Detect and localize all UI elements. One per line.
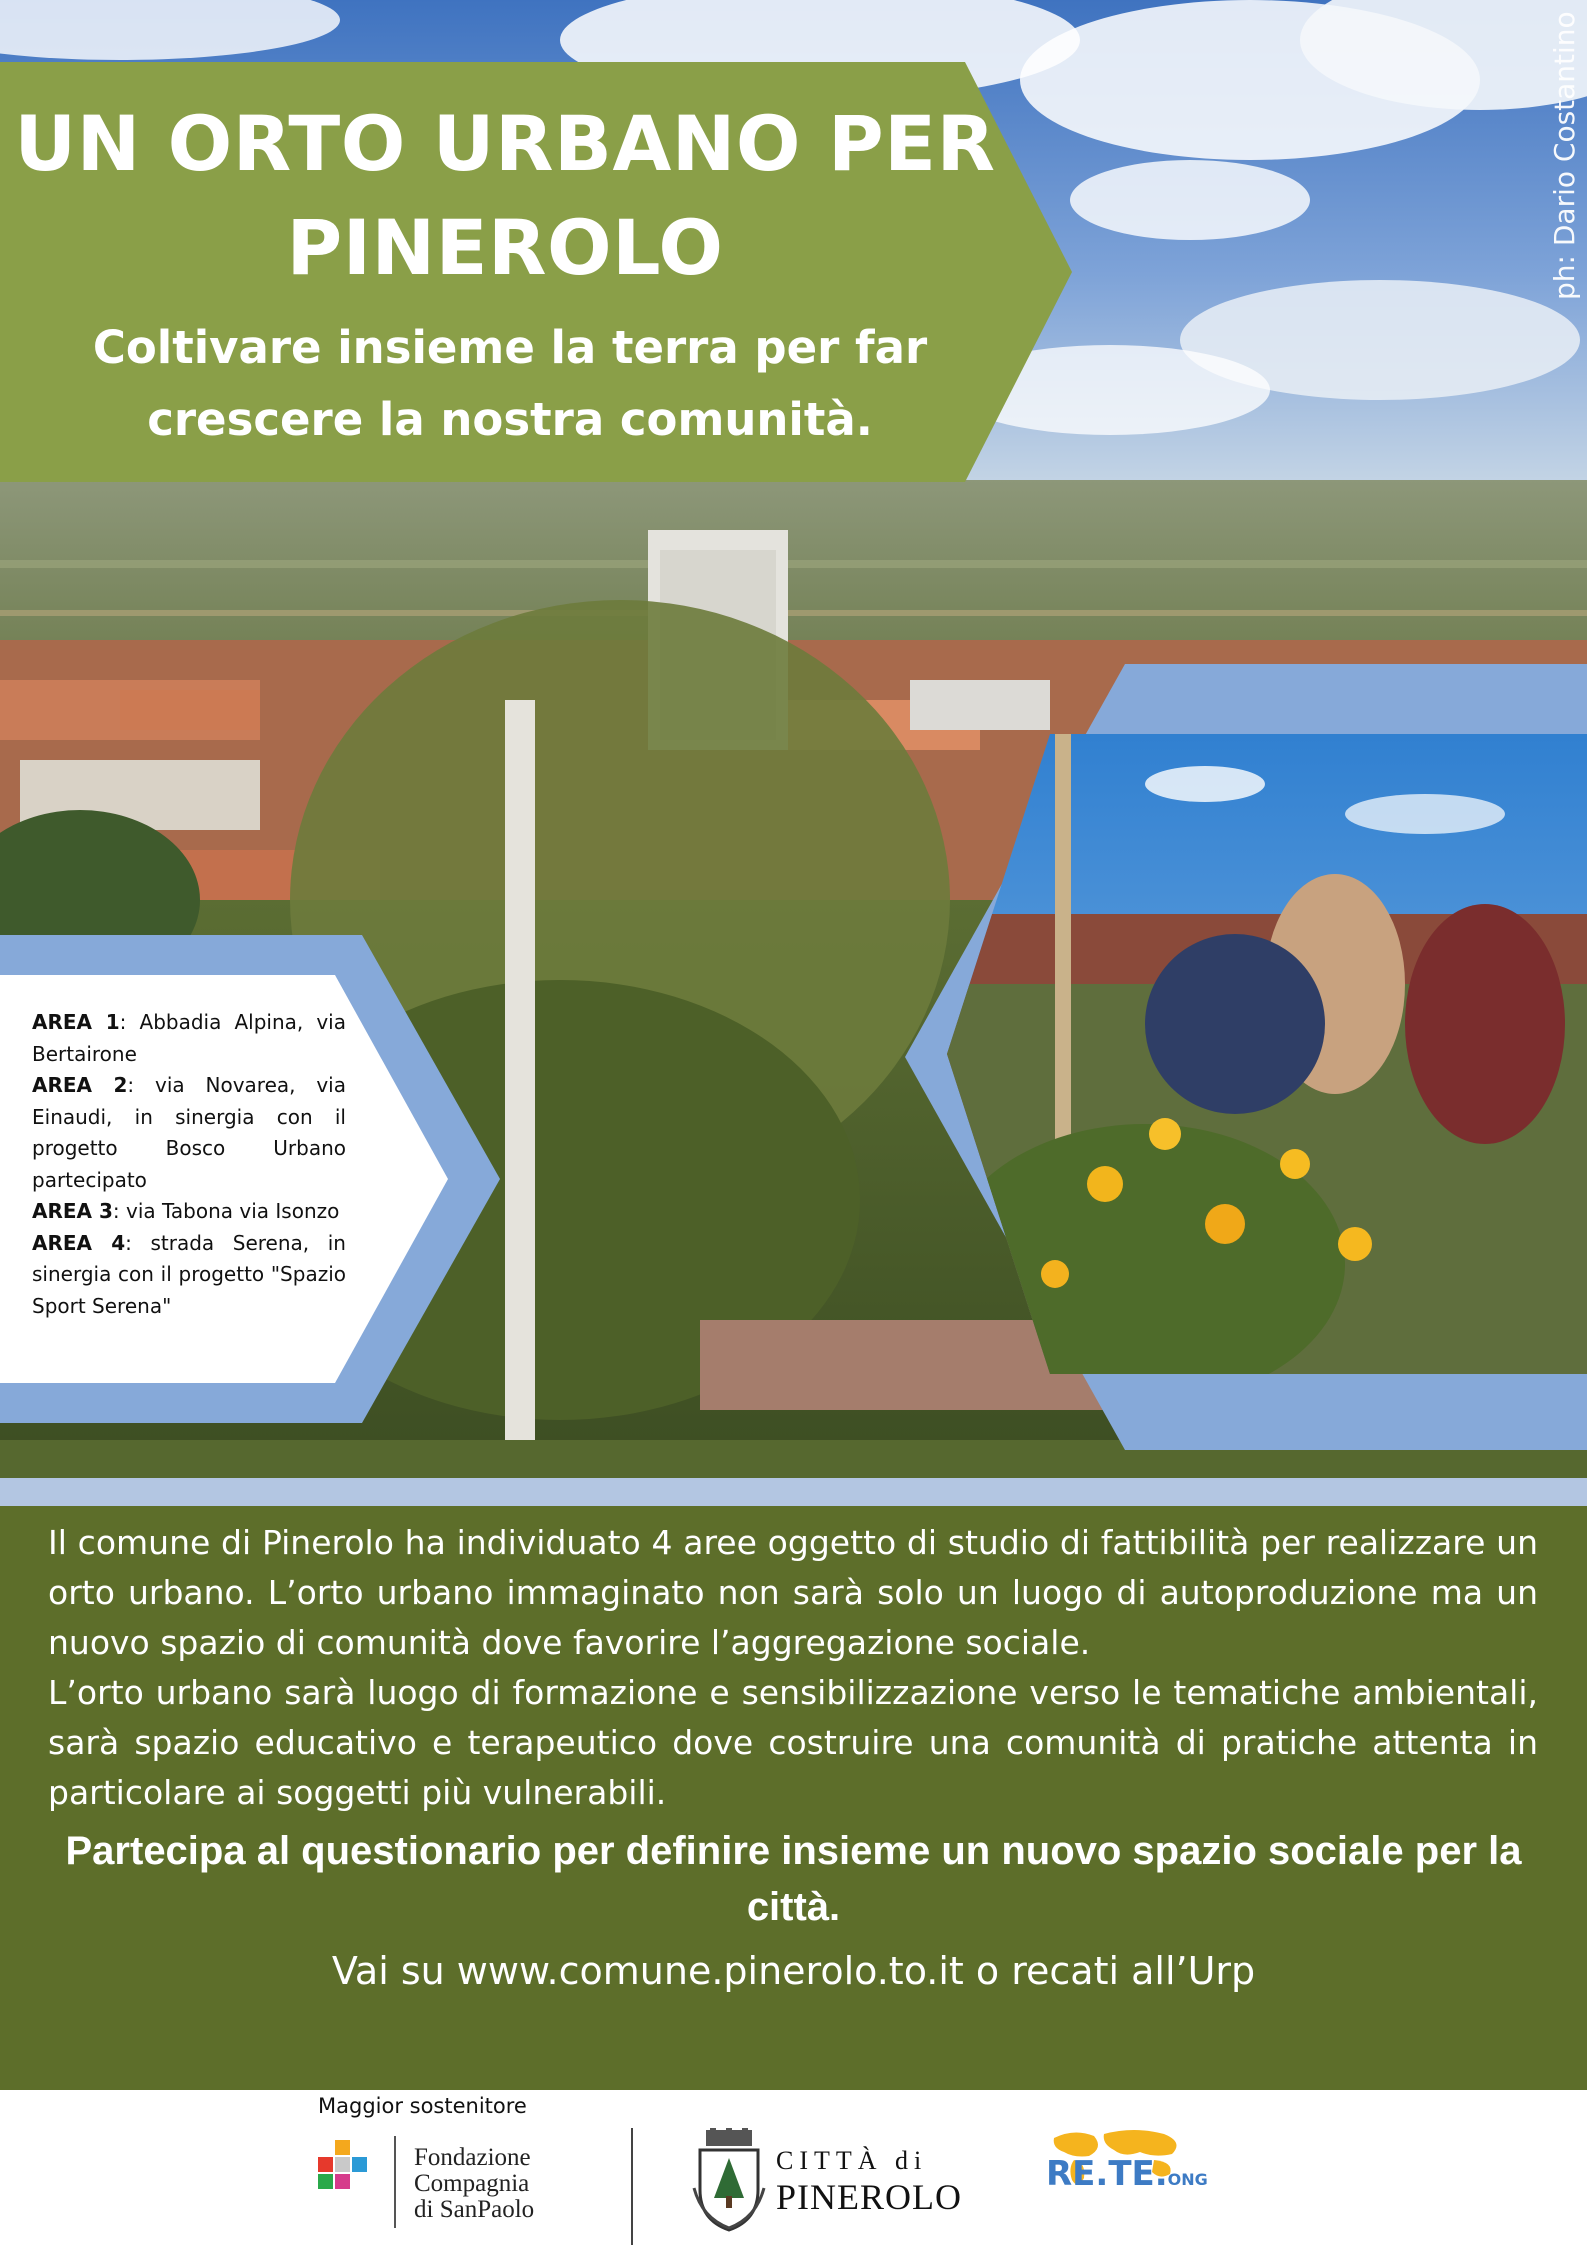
area-label: AREA 3 [32,1199,113,1223]
area-description: : Abbadia Alpina, via Bertairone [32,1010,346,1066]
supporter-label: Maggior sostenitore [318,2094,527,2118]
sponsor-logo-icon [318,2140,368,2190]
city-label: CITTÀ di [776,2146,928,2175]
page-subtitle: Coltivare insieme la terra per far crescere la nostra comunità. [92,321,928,446]
garden-photo-panel [905,664,1587,1450]
area-item [32,1007,346,1070]
garden-photo [905,724,1587,1404]
photo-credit: ph: Dario Costantino [1548,11,1581,300]
partner-suffix: ONG [1167,2170,1208,2189]
area-label: AREA 2 [32,1073,128,1097]
partner-name-text: RE.TE. [1046,2154,1168,2194]
area-label: AREA 4 [32,1230,126,1255]
visit-instructions: Vai su www.comune.pinerolo.to.it o recati all’Urp [331,1949,1256,1993]
partner-name [1046,2154,1208,2194]
divider-strip [0,1478,1587,1506]
area-item [32,1070,346,1196]
area-description: : via Tabona via Isonzo [112,1199,340,1223]
call-to-action: Partecipa al questionario per definire insieme un nuovo spazio sociale per la città. [65,1829,1522,1929]
area-label: AREA 1 [32,1010,120,1034]
sponsor-name-line: Compagnia [414,2170,530,2197]
info-paragraph: L’orto urbano sarà luogo di formazione e sensibilizzazione verso le tematiche ambientali, sarà spazio educativo e terapeutico dove costruire una comunità di pratiche attenta in particolare ai soggetti più vulnerabili. [48,1673,1538,1812]
sponsor-divider [394,2136,396,2228]
city-crest-icon [692,2128,766,2232]
sponsor-name [414,2145,534,2223]
sponsor-name-line: di SanPaolo [414,2196,535,2223]
sponsor-name-line: Fondazione [414,2144,531,2171]
page-title: UN ORTO URBANO PER PINEROLO [14,99,996,292]
areas-list [32,1007,346,1322]
info-paragraph: Il comune di Pinerolo ha individuato 4 aree oggetto di studio di fattibilità per realizzare un orto urbano. L’orto urbano immaginato non sarà solo un luogo di autoproduzione ma un nuovo spazio di comunità dove favorire l’aggregazione sociale. [48,1523,1538,1662]
info-text [48,1518,1538,1818]
city-name: PINEROLO [776,2177,962,2217]
area-description: : via Novarea, via Einaudi, in sinergia con il progetto Bosco Urbano partecipato [32,1073,346,1192]
area-item [32,1196,346,1228]
footer-divider [631,2128,633,2245]
area-description: : strada Serena, in sinergia con il progetto "Spazio Sport Serena" [32,1230,346,1318]
area-item [32,1228,346,1323]
